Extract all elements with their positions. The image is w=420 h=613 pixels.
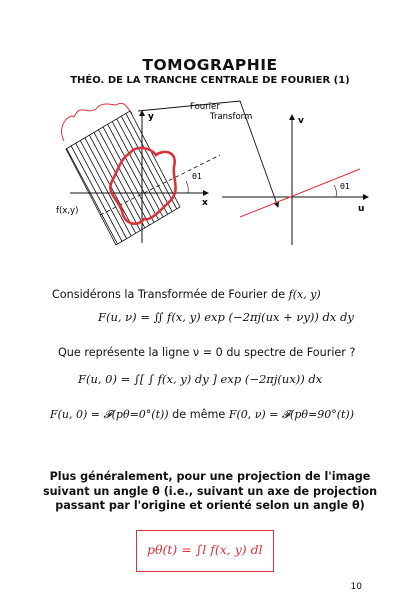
projection-ray <box>0 95 46 245</box>
equation-equivalence-line <box>50 408 354 422</box>
eq3-mid: de même <box>168 408 229 421</box>
arrow-label-fourier: Fourier <box>190 102 220 112</box>
projection-ray <box>14 95 94 245</box>
page-subtitle: THÉO. DE LA TRANCHE CENTRALE DE FOURIER (1) <box>70 75 350 86</box>
projection-ray <box>0 95 64 245</box>
projection-ray <box>0 95 70 245</box>
projection-ray <box>20 95 100 245</box>
intro-line <box>52 288 321 301</box>
projection-ray <box>0 95 52 245</box>
right-v-label: v <box>298 116 304 126</box>
projection-profile-curve <box>62 103 132 141</box>
intro-text: Considérons la Transformée de Fourier de <box>52 288 289 301</box>
projection-equation: pθ(t) = ∫l f(x, y) dl <box>147 542 263 557</box>
projection-ray <box>38 95 118 245</box>
intro-math: f(x, y) <box>288 288 321 301</box>
projection-equation-box <box>136 530 274 572</box>
right-u-label: u <box>358 204 365 214</box>
fourier-slice-figure <box>56 95 380 245</box>
projection-ray <box>8 95 88 245</box>
generalization-paragraph: Plus généralement, pour une projection de l'image suivant un angle θ (i.e., suivant un axe de projection passant par l'origine et orienté selon un angle θ) <box>42 470 378 512</box>
page-number: 10 <box>350 582 362 592</box>
right-angle-arc <box>334 185 336 197</box>
left-x-label: x <box>202 198 208 208</box>
right-angle-label: θ1 <box>340 182 350 191</box>
left-y-label: y <box>148 112 154 122</box>
point-label: f(x,y) <box>56 206 79 216</box>
projection-ray <box>0 95 79 245</box>
equation-slice: F(u, 0) = ∫[ ∫ f(x, y) dy ] exp (−2πj(ux)) dx <box>78 372 323 386</box>
projection-ray <box>0 95 58 245</box>
projection-ray <box>2 95 82 245</box>
projection-ray <box>26 95 106 245</box>
left-angle-arc <box>186 181 188 193</box>
projection-ray <box>32 95 112 245</box>
left-angle-label: θ1 <box>192 172 202 181</box>
eq3-left: F(u, 0) = 𝓕(pθ=0°(t)) <box>50 408 169 421</box>
equation-fourier-2d: F(u, ν) = ∬ f(x, y) exp (−2πj(ux + νy)) dx dy <box>98 310 354 324</box>
projection-ray <box>44 95 124 245</box>
page-title: TOMOGRAPHIE <box>142 56 278 74</box>
central-slice-line <box>240 169 360 217</box>
question-line: Que représente la ligne ν = 0 du spectre de Fourier ? <box>58 346 356 359</box>
projection-ray <box>0 95 40 245</box>
eq3-right: F(0, ν) = 𝓕(pθ=90°(t)) <box>228 408 354 421</box>
arrow-label-transform: Transform <box>210 112 253 122</box>
